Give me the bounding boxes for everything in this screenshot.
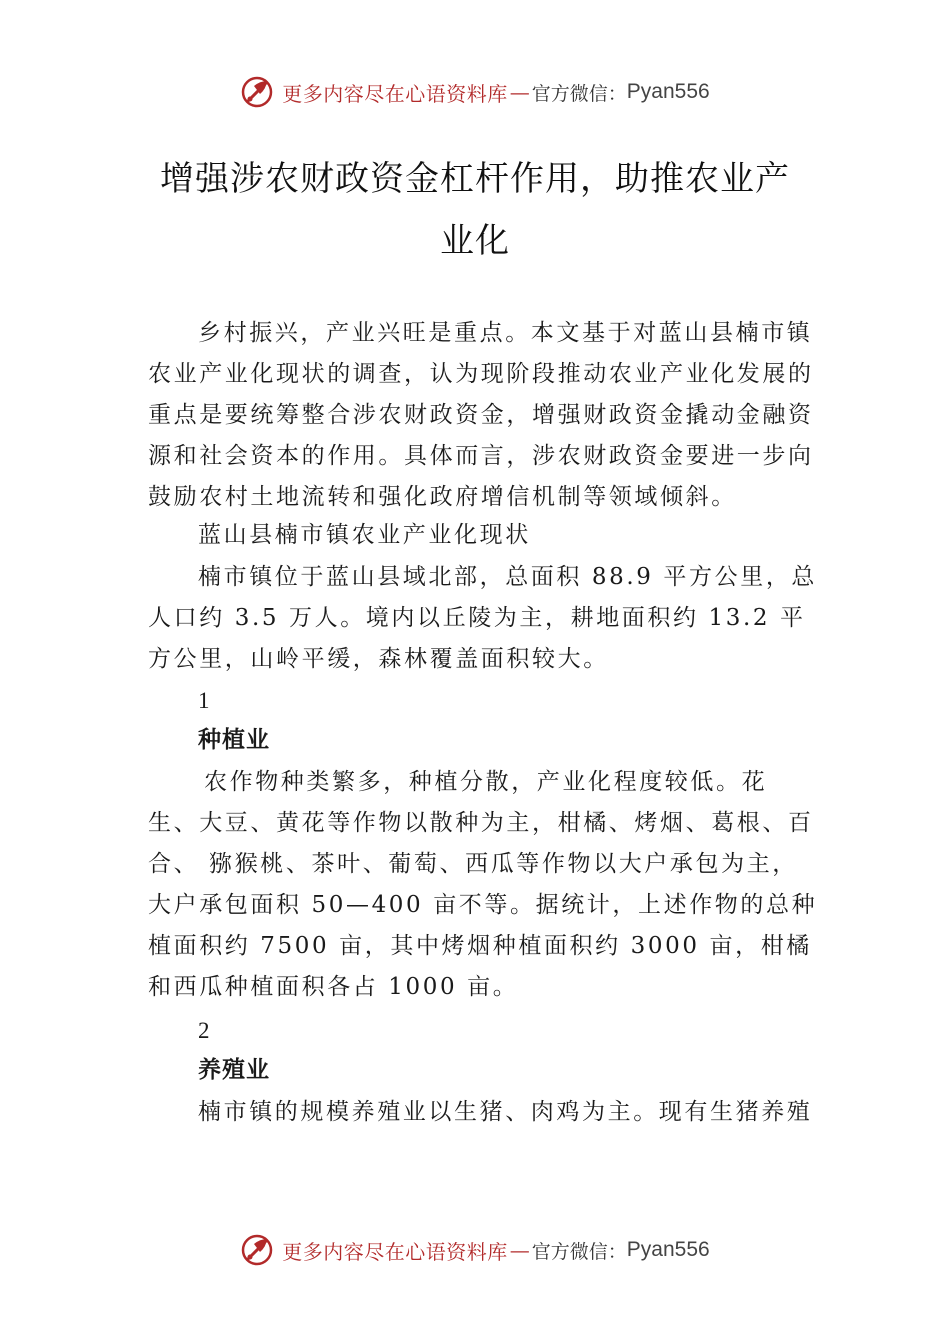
footer-banner (0, 1228, 950, 1272)
title-line-1: 增强涉农财政资金杠杆作用，助推农业产 (160, 159, 790, 199)
quill-seal-logo-icon (240, 1233, 274, 1267)
section-2-heading: 养殖业 (198, 1057, 270, 1083)
section-1-heading: 种植业 (198, 727, 270, 753)
footer-banner-dash: — (509, 1238, 530, 1262)
footer-banner-text: 更多内容尽在心语资料库 (282, 1239, 508, 1264)
section-heading: 蓝山县楠市镇农业产业化现状 (198, 522, 531, 548)
document-title (140, 148, 810, 272)
footer-banner-wechat-handle: Pyan556 (626, 1238, 710, 1261)
section-2-paragraph: 楠市镇的规模养殖业以生猪、肉鸡为主。现有生猪养殖 (198, 1099, 813, 1125)
banner-text: 更多内容尽在心语资料库 (282, 81, 508, 106)
header-banner (0, 70, 950, 114)
overview-paragraph: 楠市镇位于蓝山县域北部，总面积 88.9 平方公里，总人口约 3.5 万人。境内以丘陵为主，耕地面积约 13.2 平方公里，山岭平缓，森林覆盖面积较大。 (148, 564, 818, 672)
footer-banner-wechat-label: 官方微信： (531, 1240, 627, 1263)
section-2-number: 2 (198, 1018, 213, 1043)
banner-wechat-label: 官方微信： (531, 82, 627, 105)
banner-dash: — (509, 80, 530, 104)
banner-wechat-handle: Pyan556 (626, 80, 710, 103)
quill-seal-logo-icon (240, 75, 274, 109)
section-1-paragraph: 农作物种类繁多，种植分散，产业化程度较低。花生、大豆、黄花等作物以散种为主，柑橘、烤烟、葛根、百合、 猕猴桃、茶叶、葡萄、西瓜等作物以大户承包为主，大户承包面积 50—400 亩不等。据统计，上述作物的总种植面积约 7500 亩，其中烤烟种植面积约 3000 亩，柑橘和西瓜种植面积各占 1000 亩。 (148, 769, 818, 1000)
intro-paragraph: 乡村振兴，产业兴旺是重点。本文基于对蓝山县楠市镇农业产业化现状的调查，认为现阶段推动农业产业化发展的重点是要统筹整合涉农财政资金，增强财政资金撬动金融资源和社会资本的作用。具体而言，涉农财政资金要进一步向鼓励农村土地流转和强化政府增信机制等领域倾斜。 (148, 320, 814, 510)
section-1-number: 1 (198, 688, 213, 713)
title-line-2: 业化 (440, 221, 510, 261)
